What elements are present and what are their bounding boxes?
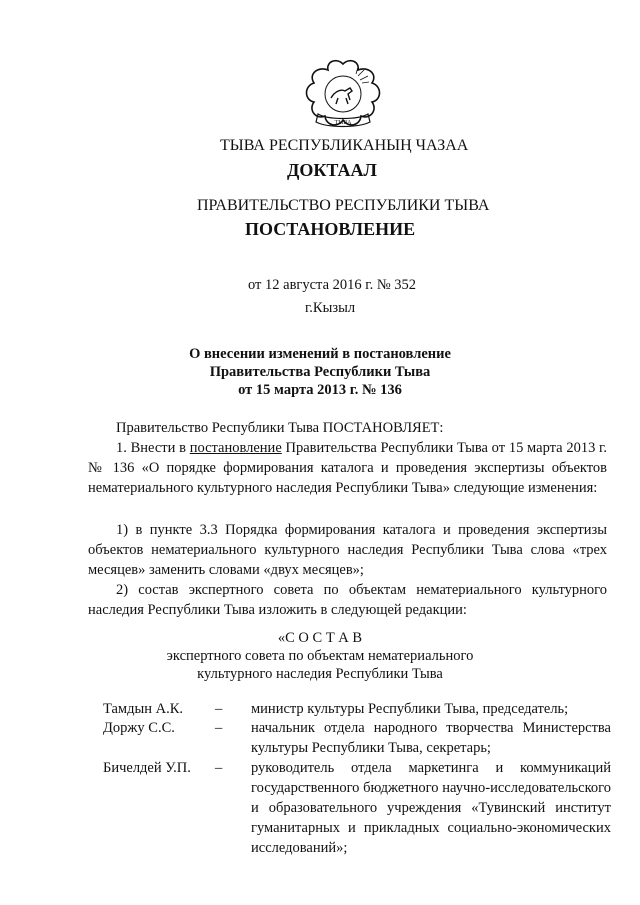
member-name: Бичелдей У.П. bbox=[103, 760, 191, 776]
composition-subtitle-1: экспертного совета по объектам нематериального bbox=[166, 648, 474, 664]
doc-title bbox=[0, 345, 640, 399]
decree-date-number: от 12 августа 2016 г. № 352 bbox=[248, 277, 417, 293]
member-name: Тамдын А.К. bbox=[103, 701, 184, 717]
header-ru-government: ПРАВИТЕЛЬСТВО РЕСПУБЛИКИ ТЫВА bbox=[197, 197, 490, 214]
member-dash: – bbox=[215, 760, 223, 776]
member-description: – руководитель отдела маркетинга и коммуникаций государственного бюджетного научно-исследовательского и образовательного учреждения «Тувинский институт гуманитарных и прикладных социально-экономических исследований»; bbox=[215, 760, 611, 856]
composition-heading: «С О С Т А В bbox=[277, 630, 363, 646]
doc-title-line-3: от 15 марта 2013 г. № 136 bbox=[238, 382, 402, 398]
doc-title-line-1: О внесении изменений в постановление bbox=[189, 346, 451, 362]
item-1-text: Правительства Республики Тыва от 15 марта 2013 г. № 136 «О порядке формирования каталога и проведения экспертизы объектов нематериального культурного наследия Республики Тыва» следующие изменения: bbox=[88, 440, 607, 496]
composition-subtitle-2: культурного наследия Республики Тыва bbox=[197, 666, 443, 682]
member-description: – министр культуры Республики Тыва, председатель; bbox=[215, 701, 569, 717]
member-description: – начальник отдела народного творчества Министерства культуры Республики Тыва, секретарь; bbox=[215, 720, 611, 756]
paragraph-item-1-2: 2) состав экспертного совета по объектам нематериального культурного наследия Республики Тыва изложить в следующей редакции: bbox=[88, 582, 607, 618]
member-name: Доржу С.С. bbox=[103, 720, 175, 736]
paragraph-item-1-1: 1) в пункте 3.3 Порядка формирования каталога и проведения экспертизы объектов нематериального культурного наследия Республики Тыва слова «трех месяцев» заменить словами «двух месяцев»; bbox=[88, 522, 607, 578]
decree-statement: Правительство Республики Тыва ПОСТАНОВЛЯЕТ: bbox=[116, 420, 444, 436]
composition-heading-block bbox=[0, 629, 640, 683]
member-dash: – bbox=[215, 701, 223, 717]
header-tyva-doctaal: ДОКТААЛ bbox=[287, 160, 377, 180]
tyva-emblem-icon bbox=[298, 58, 388, 136]
svg-text:ТЫВА: ТЫВА bbox=[334, 120, 352, 126]
doc-title-line-2: Правительства Республики Тыва bbox=[209, 364, 431, 380]
decree-city: г.Кызыл bbox=[305, 300, 356, 316]
member-dash: – bbox=[215, 720, 223, 736]
paragraph-item-1 bbox=[88, 438, 607, 498]
header-tyva-government: ТЫВА РЕСПУБЛИКАНЫҢ ЧАЗАА bbox=[220, 137, 469, 154]
header-ru-postanovlenie: ПОСТАНОВЛЕНИЕ bbox=[245, 219, 416, 239]
item-1-prefix: 1. Внести в bbox=[116, 440, 190, 456]
postanovlenie-link[interactable]: постановление bbox=[189, 440, 282, 456]
